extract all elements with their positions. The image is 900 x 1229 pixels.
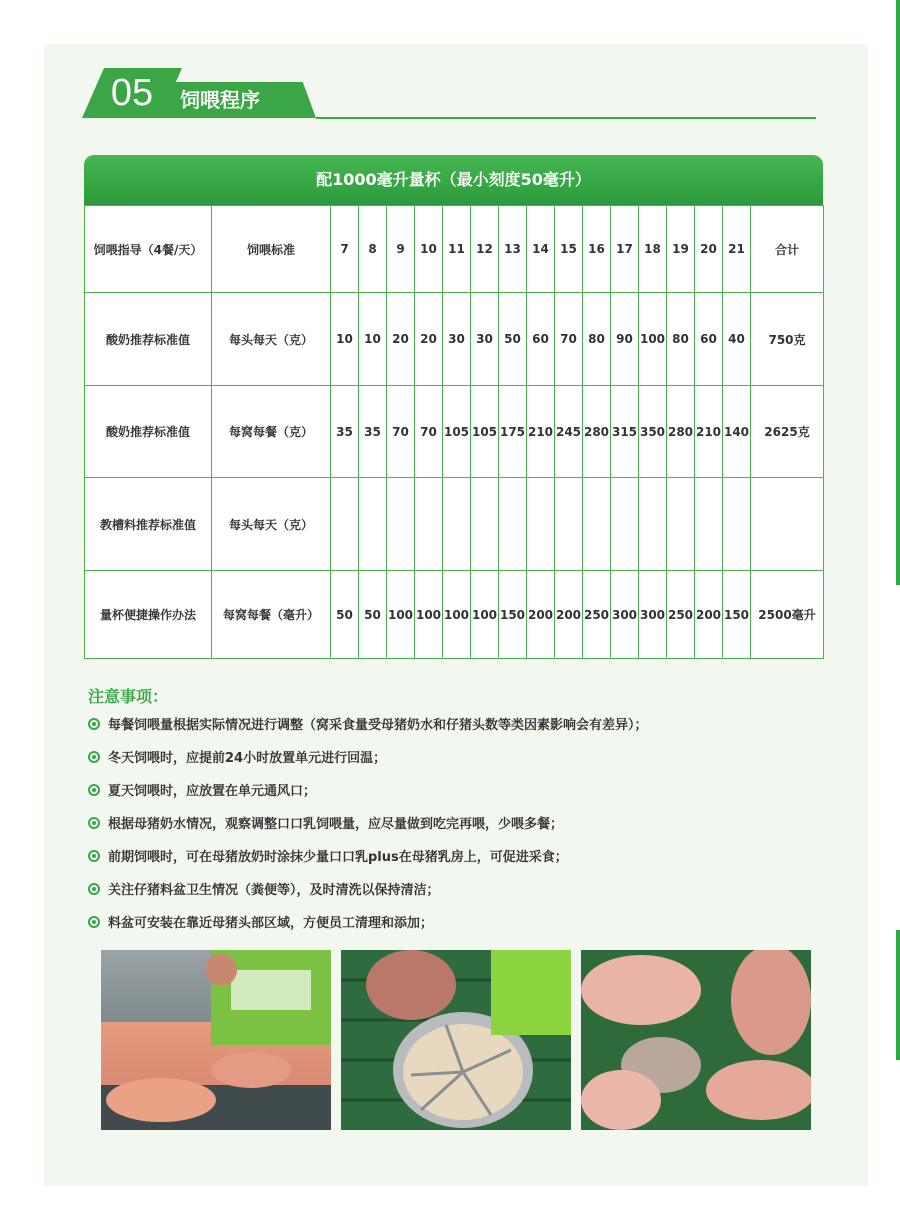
table-cell: 每头每天（克） [212,293,331,386]
table-cell: 280 [667,386,695,478]
table-cell: 每窝每餐（克） [212,386,331,478]
note-text: 每餐饲喂量根据实际情况进行调整（窝采食量受母猪奶水和仔猪头数等类因素影响会有差异）； [108,718,648,733]
table-cell: 70 [555,293,583,386]
bullet-icon [88,916,100,928]
table-cell: 40 [723,293,751,386]
table-cell: 2625克 [751,386,824,478]
table-cell: 50 [331,571,359,659]
table-cell: 250 [583,571,611,659]
table-header-cell: 12 [471,206,499,293]
note-text: 料盆可安装在靠近母猪头部区域，方便员工清理和添加； [108,916,434,931]
table-header-cell: 饲喂标准 [212,206,331,293]
table-cell: 210 [527,386,555,478]
table-cell: 150 [499,571,527,659]
table-header-cell: 10 [415,206,443,293]
table-row [85,386,824,478]
table-cell [695,478,723,571]
table-header-cell: 20 [695,206,723,293]
note-item [88,912,433,931]
table-cell: 50 [499,293,527,386]
table-cell [443,478,471,571]
table-header-cell: 19 [667,206,695,293]
note-text: 前期饲喂时，可在母猪放奶时涂抹少量口口乳plus在母猪乳房上，可促进采食； [108,850,568,865]
note-item [88,780,316,799]
note-text: 夏天饲喂时，应放置在单元通风口； [108,784,317,799]
table-cell: 200 [555,571,583,659]
table-cell [359,478,387,571]
table-cell: 50 [359,571,387,659]
table-row [85,293,824,386]
table-cell [723,478,751,571]
table-cell: 140 [723,386,751,478]
table-cell: 80 [583,293,611,386]
table-cell [583,478,611,571]
feeding-schedule-table [84,205,824,659]
table-cell: 20 [415,293,443,386]
table-cell [555,478,583,571]
table-cell: 10 [359,293,387,386]
notes-section [88,684,168,708]
note-item [88,813,563,832]
table-cell [499,478,527,571]
table-header-cell: 8 [359,206,387,293]
table-cell: 300 [611,571,639,659]
table-header-cell: 16 [583,206,611,293]
table-cell: 70 [387,386,415,478]
table-cell: 105 [471,386,499,478]
table-cell: 100 [639,293,667,386]
photo-pouring-milk [101,950,331,1130]
table-cell: 200 [695,571,723,659]
table-cell: 105 [443,386,471,478]
bullet-icon [88,784,100,796]
table-header-cell: 7 [331,206,359,293]
table-cell: 10 [331,293,359,386]
table-cell: 30 [471,293,499,386]
table-cell: 250 [667,571,695,659]
table-cell: 35 [331,386,359,478]
bullet-icon [88,817,100,829]
notes-title: 注意事项： [88,687,169,706]
section-title-badge [150,82,316,118]
table-cell: 80 [667,293,695,386]
table-header-row [85,206,824,293]
note-text: 关注仔猪料盆卫生情况（粪便等），及时清洗以保持清洁； [108,883,440,898]
table-cell [415,478,443,571]
table-cell: 350 [639,386,667,478]
table-cell: 35 [359,386,387,478]
table-cell: 100 [471,571,499,659]
section-title: 饲喂程序 [180,88,260,112]
table-header-cell: 11 [443,206,471,293]
table-cell [331,478,359,571]
table-header-cell: 合计 [751,206,824,293]
table-cell: 70 [415,386,443,478]
note-text: 根据母猪奶水情况，观察调整口口乳饲喂量，应尽量做到吃完再喂，少喂多餐； [108,817,564,832]
table-caption: 配1000毫升量杯（最小刻度50毫升） [84,155,823,205]
photo-piglets-feeding [581,950,811,1130]
table-header-cell: 饲喂指导（4餐/天） [85,206,212,293]
table-cell [527,478,555,571]
table-cell: 酸奶推荐标准值 [85,386,212,478]
table-cell: 100 [415,571,443,659]
table-cell: 20 [387,293,415,386]
note-item [88,747,386,766]
table-cell: 100 [443,571,471,659]
feeding-table [84,155,823,659]
table-cell: 30 [443,293,471,386]
edge-bar-bottom [896,930,900,1060]
table-cell: 300 [639,571,667,659]
table-header-cell: 21 [723,206,751,293]
table-cell [639,478,667,571]
edge-bar-top [896,0,900,585]
table-cell: 60 [527,293,555,386]
table-cell: 60 [695,293,723,386]
section-divider [316,117,816,119]
table-cell: 750克 [751,293,824,386]
table-header-cell: 9 [387,206,415,293]
table-cell: 150 [723,571,751,659]
bullet-icon [88,751,100,763]
bullet-icon [88,718,100,730]
table-cell [471,478,499,571]
table-header-cell: 17 [611,206,639,293]
table-cell: 175 [499,386,527,478]
table-row [85,478,824,571]
photo-milk-bowl [341,950,571,1130]
table-row [85,571,824,659]
note-item [88,879,440,898]
table-cell: 90 [611,293,639,386]
note-item [88,714,648,733]
table-cell: 245 [555,386,583,478]
note-text: 冬天饲喂时，应提前24小时放置单元进行回温； [108,751,387,766]
table-cell: 200 [527,571,555,659]
table-header-cell: 15 [555,206,583,293]
table-cell: 酸奶推荐标准值 [85,293,212,386]
table-cell: 280 [583,386,611,478]
table-cell [611,478,639,571]
table-cell: 210 [695,386,723,478]
note-item [88,846,568,865]
table-cell [667,478,695,571]
table-cell [751,478,824,571]
table-cell: 量杯便捷操作办法 [85,571,212,659]
table-cell: 教槽料推荐标准值 [85,478,212,571]
table-cell: 100 [387,571,415,659]
table-cell: 每头每天（克） [212,478,331,571]
section-number: 05 [110,72,154,114]
table-header-cell: 13 [499,206,527,293]
table-cell: 315 [611,386,639,478]
bullet-icon [88,883,100,895]
bullet-icon [88,850,100,862]
table-cell: 每窝每餐（毫升） [212,571,331,659]
table-cell: 2500毫升 [751,571,824,659]
table-cell [387,478,415,571]
table-header-cell: 18 [639,206,667,293]
table-header-cell: 14 [527,206,555,293]
